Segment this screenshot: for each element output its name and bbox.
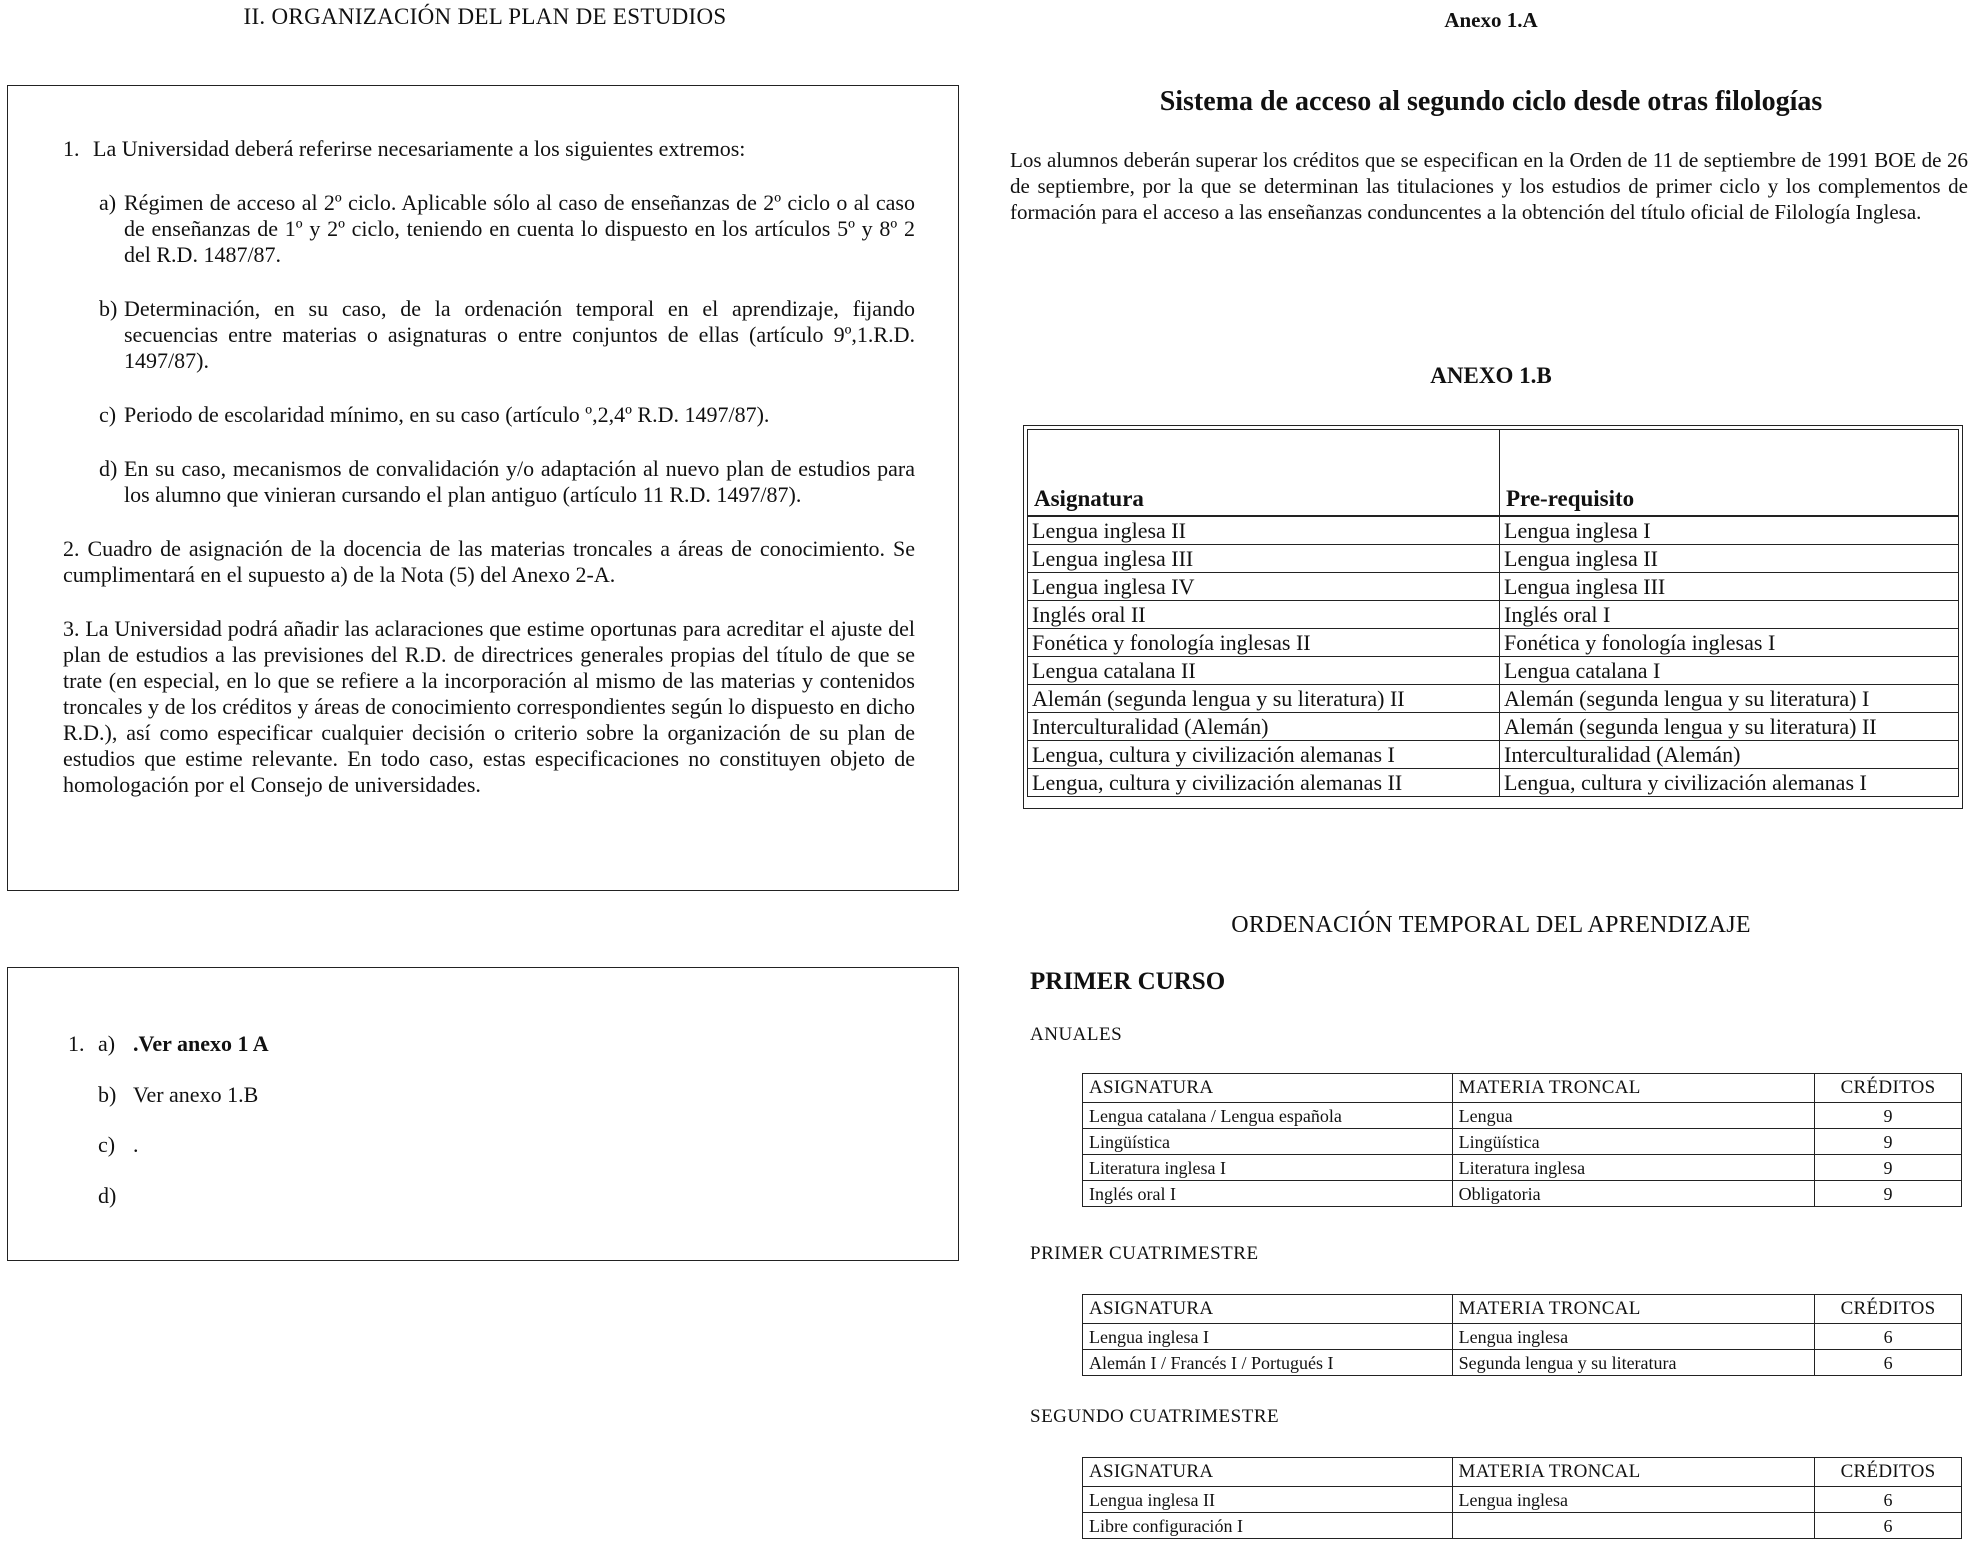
table-row <box>1083 1103 1962 1129</box>
table-row <box>1083 1181 1962 1207</box>
table-cell: Alemán (segunda lengua y su literatura) II <box>1500 713 1959 741</box>
table-cell: Interculturalidad (Alemán) <box>1500 741 1959 769</box>
item-text: La Universidad podrá añadir las aclaraciones que estime oportunas para acreditar el ajuste del plan de estudios a las previsiones del R.D. de directrices generales propias del título de que se trate (en especial, en lo que se refiere a la incorporación al mismo de las materias y contenidos troncales y de los créditos y áreas de conocimiento correspondientes según lo dispuesto en dicho R.D.), así como especificar cualquier decisión o criterio sobre la organización de su plan de estudios que estime relevante. En todo caso, estas especificaciones no constituyen objeto de homologación por el Consejo de universidades. <box>63 616 916 797</box>
table-cell: Lengua catalana II <box>1028 657 1500 685</box>
subitem-label: b) <box>99 296 118 321</box>
table-cell: Lengua inglesa <box>1452 1487 1815 1513</box>
prerequisite-table <box>1027 429 1959 797</box>
item-number: 1. <box>63 136 80 161</box>
subitem-label: a) <box>99 190 117 215</box>
table-cell: 9 <box>1815 1103 1962 1129</box>
answers-box <box>7 967 959 1261</box>
table-row <box>1083 1155 1962 1181</box>
subitem-d <box>63 456 915 508</box>
table-cell: Obligatoria <box>1452 1181 1814 1207</box>
subitem-text: Periodo de escolaridad mínimo, en su caso (artículo º,2,4º R.D. 1497/87). <box>124 402 770 427</box>
table-row <box>1083 1129 1962 1155</box>
table-row <box>1028 713 1959 741</box>
answer-c <box>98 1132 139 1158</box>
segundo-cuatrimestre-table <box>1082 1457 1962 1539</box>
subitem-label: c) <box>99 402 117 427</box>
item-3 <box>63 616 915 798</box>
table-cell: Lengua inglesa IV <box>1028 573 1500 601</box>
table-cell: Lengua inglesa III <box>1028 545 1500 573</box>
item-2 <box>63 536 915 588</box>
table-cell: Segunda lengua y su literatura <box>1452 1350 1815 1376</box>
table-row <box>1028 685 1959 713</box>
answer-label: d) <box>98 1183 117 1208</box>
item-number: 2. <box>63 536 80 561</box>
table-cell: Interculturalidad (Alemán) <box>1028 713 1500 741</box>
table-cell: Lingüística <box>1083 1129 1453 1155</box>
table-cell: Lengua inglesa <box>1452 1324 1815 1350</box>
table-cell: Lengua, cultura y civilización alemanas I <box>1028 741 1500 769</box>
table-cell: Lengua inglesa II <box>1028 516 1500 545</box>
table-cell: Alemán I / Francés I / Portugués I <box>1083 1350 1453 1376</box>
subitem-text: Determinación, en su caso, de la ordenación temporal en el aprendizaje, fijando secuencias entre materias o asignaturas o entre conjuntos de ellas (artículo 9º,1.R.D. 1497/87). <box>124 296 915 373</box>
table-cell: 9 <box>1815 1129 1962 1155</box>
table-cell: Lengua inglesa II <box>1500 545 1959 573</box>
column-header: CRÉDITOS <box>1815 1295 1962 1324</box>
primer-cuatrimestre-table <box>1082 1294 1962 1376</box>
column-header: Asignatura <box>1028 430 1500 517</box>
answer-label: c) <box>98 1132 116 1157</box>
table-cell: Fonética y fonología inglesas II <box>1028 629 1500 657</box>
column-header: MATERIA TRONCAL <box>1452 1458 1815 1487</box>
column-header: MATERIA TRONCAL <box>1452 1295 1815 1324</box>
subitem-text: En su caso, mecanismos de convalidación y/o adaptación al nuevo plan de estudios para los alumno que vinieran cursando el plan antiguo (artículo 11 R.D. 1497/87). <box>124 456 915 507</box>
table-cell: Inglés oral II <box>1028 601 1500 629</box>
course-heading: PRIMER CURSO <box>1030 968 1226 995</box>
table-row <box>1028 769 1959 797</box>
table-row <box>1083 1487 1962 1513</box>
table-cell: 6 <box>1815 1487 1962 1513</box>
table-cell: 6 <box>1815 1350 1962 1376</box>
table-cell: Lingüística <box>1452 1129 1814 1155</box>
table-cell: 9 <box>1815 1155 1962 1181</box>
table-cell: Lengua inglesa III <box>1500 573 1959 601</box>
answer-d <box>98 1183 133 1209</box>
answer-text: . <box>133 1132 139 1157</box>
table-cell: Lengua, cultura y civilización alemanas I <box>1500 769 1959 797</box>
table-cell: Lengua inglesa II <box>1083 1487 1453 1513</box>
table-cell: 6 <box>1815 1513 1962 1539</box>
table-cell: Literatura inglesa <box>1452 1155 1814 1181</box>
requirements-box <box>7 85 959 891</box>
table-cell: Lengua catalana / Lengua española <box>1083 1103 1453 1129</box>
answer-label: a) <box>98 1031 116 1056</box>
table-cell: Alemán (segunda lengua y su literatura) I <box>1500 685 1959 713</box>
anexo-1a-label: Anexo 1.A <box>1444 8 1538 32</box>
answer-b <box>98 1082 258 1108</box>
anexo-1b-label: ANEXO 1.B <box>1430 363 1552 388</box>
page-title: Sistema de acceso al segundo ciclo desde otras filologías <box>1159 86 1823 117</box>
answer-a <box>68 1031 269 1057</box>
subitem-c <box>63 402 915 428</box>
column-header: CRÉDITOS <box>1815 1458 1962 1487</box>
answer-text: .Ver anexo 1 A <box>133 1031 269 1056</box>
table-cell: Lengua catalana I <box>1500 657 1959 685</box>
table-row <box>1028 657 1959 685</box>
column-header: Pre-requisito <box>1500 430 1959 517</box>
section-label-segundo-cuatrimestre: SEGUNDO CUATRIMESTRE <box>1030 1406 1280 1427</box>
subitem-label: d) <box>99 456 118 481</box>
item-text: La Universidad deberá referirse necesariamente a los siguientes extremos: <box>93 136 746 161</box>
table-cell: Lengua inglesa I <box>1500 516 1959 545</box>
section-label-anuales: ANUALES <box>1030 1024 1123 1045</box>
anuales-table <box>1082 1073 1962 1207</box>
table-cell: Inglés oral I <box>1500 601 1959 629</box>
table-row <box>1028 629 1959 657</box>
table-cell: 6 <box>1815 1324 1962 1350</box>
table-cell: Lengua <box>1452 1103 1814 1129</box>
table-header-row <box>1083 1074 1962 1103</box>
item-1 <box>63 136 915 162</box>
table-cell: Alemán (segunda lengua y su literatura) II <box>1028 685 1500 713</box>
answer-text: Ver anexo 1.B <box>133 1082 259 1107</box>
column-header: CRÉDITOS <box>1815 1074 1962 1103</box>
table-row <box>1028 516 1959 545</box>
intro-paragraph: Los alumnos deberán superar los créditos que se especifican en la Orden de 11 de septiembre de 1991 BOE de 26 de septiembre, por la que se determinan las titulaciones y los estudios de primer ciclo y los complementos de formación para el acceso a las enseñanzas conduncentes a la obtención del título oficial de Filología Inglesa. <box>1010 148 1968 224</box>
item-number: 3. <box>63 616 80 641</box>
column-header: MATERIA TRONCAL <box>1452 1074 1814 1103</box>
item-text: Cuadro de asignación de la docencia de las materias troncales a áreas de conocimiento. Se cumplimentará en el supuesto a) de la Nota (5) del Anexo 2-A. <box>63 536 915 587</box>
answer-label: b) <box>98 1082 117 1107</box>
subitem-a <box>63 190 915 268</box>
table-cell: Lengua inglesa I <box>1083 1324 1453 1350</box>
ordenacion-heading: ORDENACIÓN TEMPORAL DEL APRENDIZAJE <box>1231 912 1751 938</box>
column-header: ASIGNATURA <box>1083 1458 1453 1487</box>
table-cell: Libre configuración I <box>1083 1513 1453 1539</box>
table-row <box>1028 601 1959 629</box>
column-header: ASIGNATURA <box>1083 1074 1453 1103</box>
table-header-row <box>1083 1295 1962 1324</box>
answer-number: 1. <box>68 1031 85 1056</box>
section-heading: II. ORGANIZACIÓN DEL PLAN DE ESTUDIOS <box>243 4 727 29</box>
table-row <box>1028 545 1959 573</box>
section-label-primer-cuatrimestre: PRIMER CUATRIMESTRE <box>1030 1243 1259 1264</box>
table-cell: Lengua, cultura y civilización alemanas II <box>1028 769 1500 797</box>
table-cell: Fonética y fonología inglesas I <box>1500 629 1959 657</box>
table-cell <box>1452 1513 1815 1539</box>
table-row <box>1028 573 1959 601</box>
table-header-row <box>1028 430 1959 517</box>
subitem-b <box>63 296 915 374</box>
table-row <box>1083 1324 1962 1350</box>
table-row <box>1028 741 1959 769</box>
table-cell: Inglés oral I <box>1083 1181 1453 1207</box>
table-row <box>1083 1513 1962 1539</box>
table-header-row <box>1083 1458 1962 1487</box>
table-cell: Literatura inglesa I <box>1083 1155 1453 1181</box>
table-cell: 9 <box>1815 1181 1962 1207</box>
table-row <box>1083 1350 1962 1376</box>
subitem-text: Régimen de acceso al 2º ciclo. Aplicable sólo al caso de enseñanzas de 2º ciclo o al caso de enseñanzas de 1º y 2º ciclo, teniendo en cuenta lo dispuesto en los artículos 5º y 8º 2 del R.D. 1487/87. <box>124 190 915 267</box>
column-header: ASIGNATURA <box>1083 1295 1453 1324</box>
prerequisite-table-frame <box>1023 425 1963 809</box>
